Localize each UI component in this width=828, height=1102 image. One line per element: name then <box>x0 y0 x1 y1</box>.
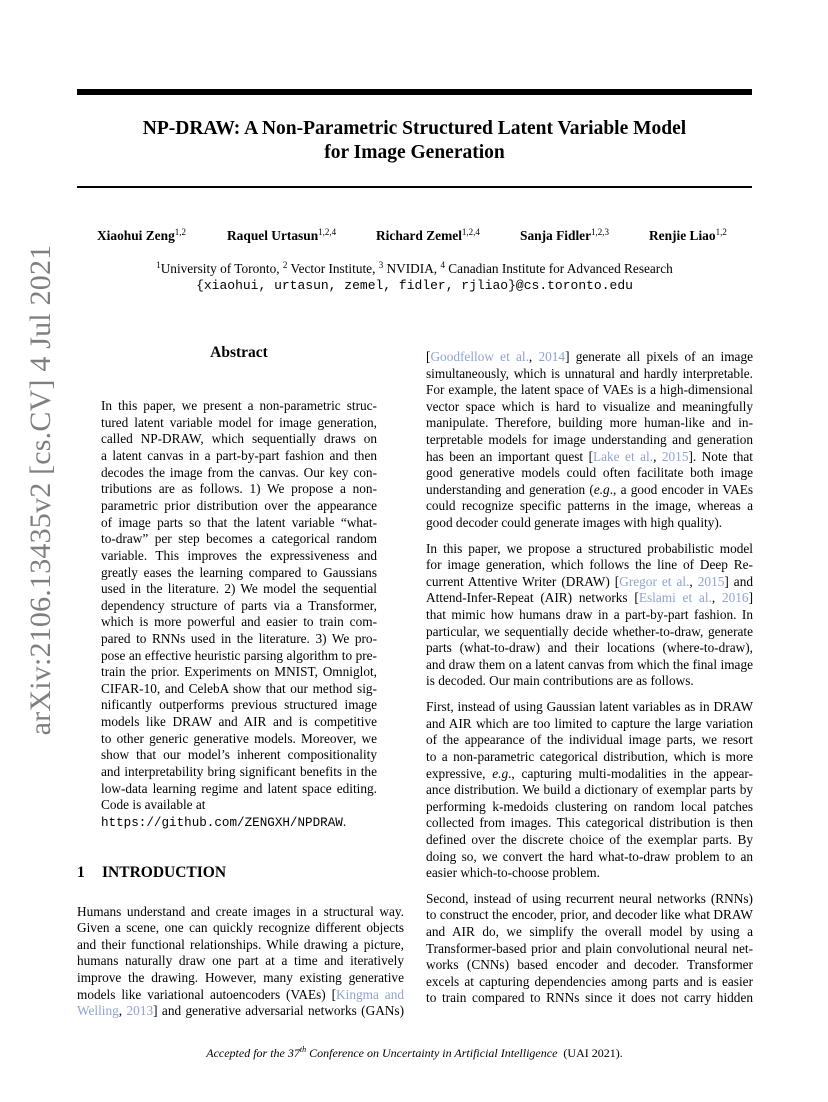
abstract-heading: Abstract <box>210 344 268 361</box>
col2-line: collected from images. This categorical distribution is then <box>426 815 753 830</box>
col2-line: vector space which is hard to visualize and meaningfully <box>426 399 753 414</box>
col2-line: defined over the discrete choice of the exemplar parts. By <box>426 832 753 847</box>
author-5: Renjie Liao$^{1,2}$ <box>649 227 727 243</box>
abstract-line: of image parts so that the latent variable “what- <box>101 515 377 530</box>
col2-line: expressive, e.g., capturing multi-modalities in the appear- <box>426 766 753 781</box>
author-emails: {xiaohui, urtasun, zemel, fidler, rjliao}@cs.toronto.edu <box>196 278 633 293</box>
abstract-line: dependency structure of parts via a Transformer, <box>101 598 377 613</box>
abstract-line: which is more powerful and easier to train com- <box>101 614 377 629</box>
intro-line: Given a scene, one can quickly recognize different objects <box>77 920 404 935</box>
abstract-line: models like DRAW and AIR and is competitive <box>101 714 377 729</box>
col2-line: good decoder could generate images with high quality). <box>426 515 723 530</box>
col2-line: is decoded. Our main contributions are as follows. <box>426 673 694 688</box>
abstract-line: In this paper, we present a non-parametric struc- <box>101 398 377 413</box>
section-heading-introduction: 1 INTRODUCTION <box>77 864 227 881</box>
citation-year-link[interactable]: 2014 <box>538 349 566 364</box>
intro-line: Welling, 2013] and generative adversarial networks (GANs) <box>77 1003 404 1018</box>
title-bottom-rule <box>77 186 752 188</box>
affiliations: $^1$University of Toronto, $^2$ Vector Institute, $^3$ NVIDIA, $^4$ Canadian Institute for Advanced Research <box>156 260 673 276</box>
citation-gregor-link[interactable]: Gregor et al. <box>619 574 690 589</box>
abstract-line: nificantly outperforms previous structured image <box>101 697 377 712</box>
col2-line: and AIR which are too limited to capture the large variation <box>426 716 753 731</box>
citation-eslami-link[interactable]: Eslami et al. <box>638 590 712 605</box>
intro-line: humans naturally draw one part at a time and iteratively <box>77 953 404 968</box>
abstract-line: decodes the image from the canvas. Our key con- <box>101 465 377 480</box>
col2-line: parts (what-to-draw) and their locations (where-to-draw), <box>426 640 753 655</box>
col2-line: current Attentive Writer (DRAW) [Gregor et al., 2015] and <box>426 574 753 589</box>
abstract-line: used in the literature. 2) We model the sequential <box>101 581 377 596</box>
col2-line: has been an important quest [Lake et al., 2015]. Note that <box>426 449 753 464</box>
citation-lake-link[interactable]: Lake et al. <box>593 449 654 464</box>
author-1: Xiaohui Zeng$^{1,2}$ <box>97 227 187 243</box>
col2-line: particular, we sequentially decide whether-to-draw, generate <box>426 624 753 639</box>
abstract-line: pose an effective heuristic parsing algorithm to pre- <box>101 648 377 663</box>
paper-title-line-1: NP-DRAW: A Non-Parametric Structured Latent Variable Model <box>142 118 687 139</box>
intro-line: improve the drawing. However, many existing generative <box>77 970 404 985</box>
abstract-line: train the prior. Experiments on MNIST, Omniglot, <box>101 664 377 679</box>
col2-line: Transformer-based prior and plain convolutional neural net- <box>426 941 753 956</box>
col2-line: manipulate. Therefore, building more human-like and in- <box>426 415 753 430</box>
col2-line: Second, instead of using recurrent neural networks (RNNs) <box>426 891 753 906</box>
abstract-line: called NP-DRAW, which sequentially draws on <box>101 431 377 446</box>
arxiv-side-label: arXiv:2106.13435v2 [cs.CV] 4 Jul 2021 <box>24 244 57 736</box>
col2-line: ance distribution. We build a dictionary of exemplar parts by <box>426 782 753 797</box>
abstract-line: variable. This improves the expressiveness and <box>101 548 377 563</box>
col2-line: and draw them on a latent canvas from which the final image <box>426 657 753 672</box>
col2-line: performing k-medoids clustering on random local patches <box>426 799 753 814</box>
abstract-line: pared to RNNs used in the literature. 3) We pro- <box>101 631 377 646</box>
abstract-line: greatly eases the learning compared to Gaussians <box>101 565 377 580</box>
abstract-line: and interpretability bring significant benefits in the <box>101 764 377 779</box>
col2-line: For example, the latent space of VAEs is a high-dimensional <box>426 382 753 397</box>
author-3: Richard Zemel$^{1,2,4}$ <box>376 227 480 243</box>
col2-line: First, instead of using Gaussian latent variables as in DRAW <box>426 699 753 714</box>
col2-line: works (CNNs) based encoder and decoder. Transformer <box>426 957 753 972</box>
col2-line: Attend-Infer-Repeat (AIR) networks [Eslami et al., 2016] <box>426 590 753 605</box>
intro-line: Humans understand and create images in a structural way. <box>77 904 404 919</box>
author-2: Raquel Urtasun$^{1,2,4}$ <box>227 227 337 243</box>
code-link[interactable]: https://github.com/ZENGXH/NPDRAW <box>101 816 343 830</box>
intro-line: models like variational autoencoders (VAEs) [Kingma and <box>77 987 404 1002</box>
citation-goodfellow-link[interactable]: Goodfellow et al. <box>430 349 529 364</box>
col2-line: In this paper, we propose a structured probabilistic model <box>426 541 753 556</box>
citation-year-link[interactable]: 2016 <box>721 590 749 605</box>
col2-line: doing so, we convert the hard what-to-draw problem to an <box>426 849 753 864</box>
col2-line: simultaneously, which is unnatural and hardly interpretable. <box>426 366 753 381</box>
paper-title-line-2: for Image Generation <box>324 142 505 163</box>
citation-year-link[interactable]: 2013 <box>126 1003 154 1018</box>
col2-line: of the appearance of the individual image parts, we resort <box>426 732 753 747</box>
col2-line: understanding and generation (e.g., a good encoder in VAEs <box>426 482 754 497</box>
col2-line: to a non-parametric categorical distribution, which is more <box>426 749 753 764</box>
abstract-line: tured latent variable model for image generation, <box>101 415 377 430</box>
abstract-code-line: https://github.com/ZENGXH/NPDRAW. <box>101 814 347 830</box>
abstract-line: a latent canvas in a part-by-part fashion and then <box>101 448 377 463</box>
col2-line: good generative models could often facilitate both image <box>426 465 753 480</box>
col2-line: to train compared to RNNs since it does not carry hidden <box>426 990 753 1005</box>
abstract-line: parametric prior distribution over the appearance <box>101 498 377 513</box>
abstract-line: tributions are as follows. 1) We propose a non- <box>101 481 377 496</box>
col2-line: to construct the encoder, prior, and decoder like what DRAW <box>426 907 753 922</box>
author-4: Sanja Fidler$^{1,2,3}$ <box>520 227 610 243</box>
abstract-line: CIFAR-10, and CelebA show that our method sig- <box>101 681 377 696</box>
col2-line: easier which-to-choose problem. <box>426 865 600 880</box>
citation-year-link[interactable]: 2015 <box>697 574 725 589</box>
abstract-line: low-data learning regime and latent space editing. <box>101 781 377 796</box>
citation-year-link[interactable]: 2015 <box>661 449 689 464</box>
abstract-line: to-draw” per step becomes a categorical random <box>101 531 377 546</box>
abstract-line: Code is available at <box>101 797 206 812</box>
citation-welling-link[interactable]: Welling <box>77 1003 119 1018</box>
col2-line: that mimic how humans draw in a part-by-part fashion. In <box>426 607 753 622</box>
col2-line: for image generation, which follows the line of Deep Re- <box>426 557 753 572</box>
abstract-line: to other generic generative models. Moreover, we <box>101 731 377 746</box>
conference-footer: Accepted for the 37th Conference on Uncertainty in Artificial Intelligence (UAI 2021). <box>206 1045 623 1060</box>
col2-line: and AIR do, we simplify the overall model by using a <box>426 924 753 939</box>
col2-line: terpretable models for image understanding and generation <box>426 432 753 447</box>
col2-line: [Goodfellow et al., 2014] generate all pixels of an image <box>426 349 753 364</box>
title-top-rule <box>77 89 752 95</box>
col2-line: could recognize specific patterns in the image, whereas a <box>426 498 753 513</box>
col2-line: excels at capturing dependencies among parts and is easier <box>426 974 753 989</box>
abstract-line: show that our model’s inherent compositionality <box>101 747 377 762</box>
intro-line: and their functional relationships. While drawing a picture, <box>77 937 404 952</box>
citation-kingma-link[interactable]: Kingma and <box>336 987 404 1002</box>
